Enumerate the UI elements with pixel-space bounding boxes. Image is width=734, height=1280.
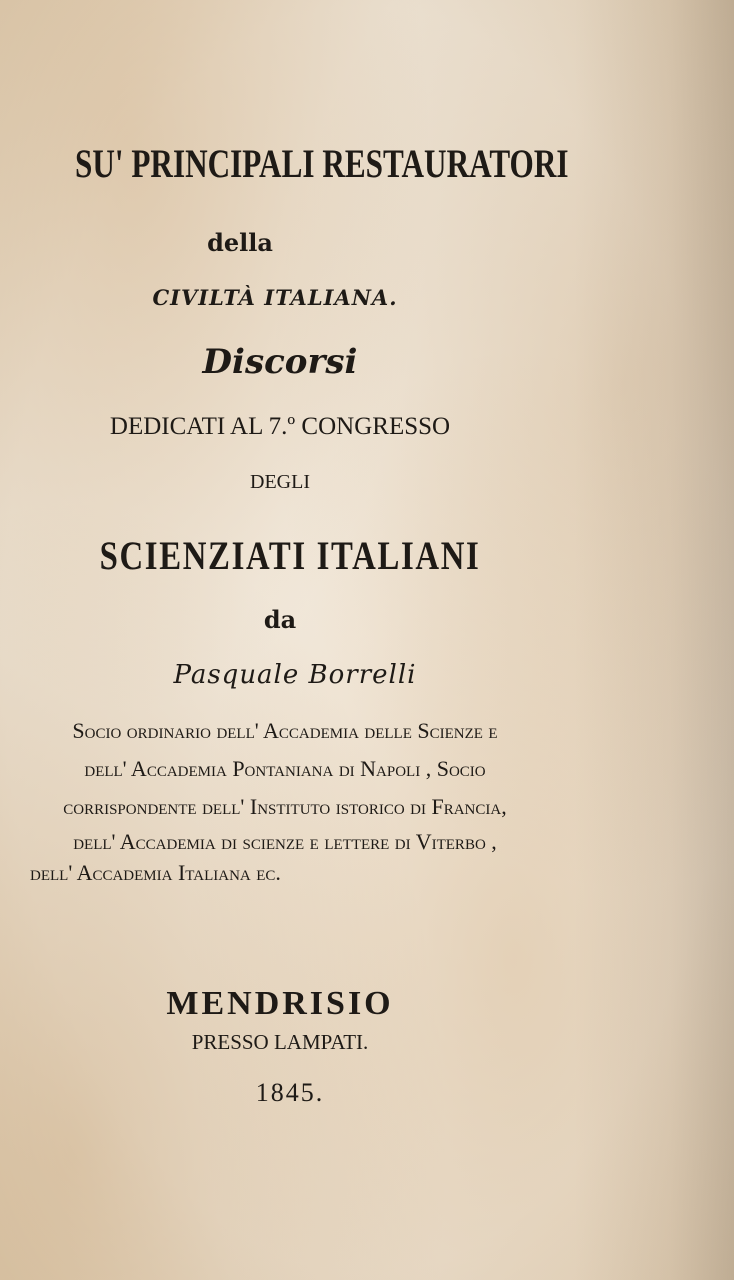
credentials-line: corrispondente dell' Instituto istorico di Francia, <box>63 794 507 819</box>
author-name: Pasquale Borrelli <box>173 660 417 690</box>
publisher-text: PRESSO LAMPATI. <box>191 1030 369 1054</box>
credentials-line: dell' Accademia Italiana ec. <box>30 860 281 885</box>
book-title: SU' PRINCIPALI RESTAURATORI <box>75 141 569 186</box>
credentials-line: dell' Accademia Pontaniana di Napoli , Socio <box>84 756 486 781</box>
della-text: della <box>207 228 273 257</box>
credentials-line: dell' Accademia di scienze e lettere di Viterbo , <box>73 829 497 854</box>
subject-text: CIVILTÀ ITALIANA. <box>152 285 398 310</box>
da-text: da <box>263 605 297 634</box>
genre-text: Discorsi <box>202 342 358 382</box>
publication-year: 1845. <box>255 1078 325 1107</box>
degli-text: DEGLI <box>250 471 310 493</box>
audience-text: SCIENZIATI ITALIANI <box>99 533 481 578</box>
credentials-line: Socio ordinario dell' Accademia delle Scienze e <box>72 718 498 743</box>
dedication-text: DEDICATI AL 7.º CONGRESSO <box>109 413 451 440</box>
place-of-publication: MENDRISIO <box>166 985 394 1022</box>
